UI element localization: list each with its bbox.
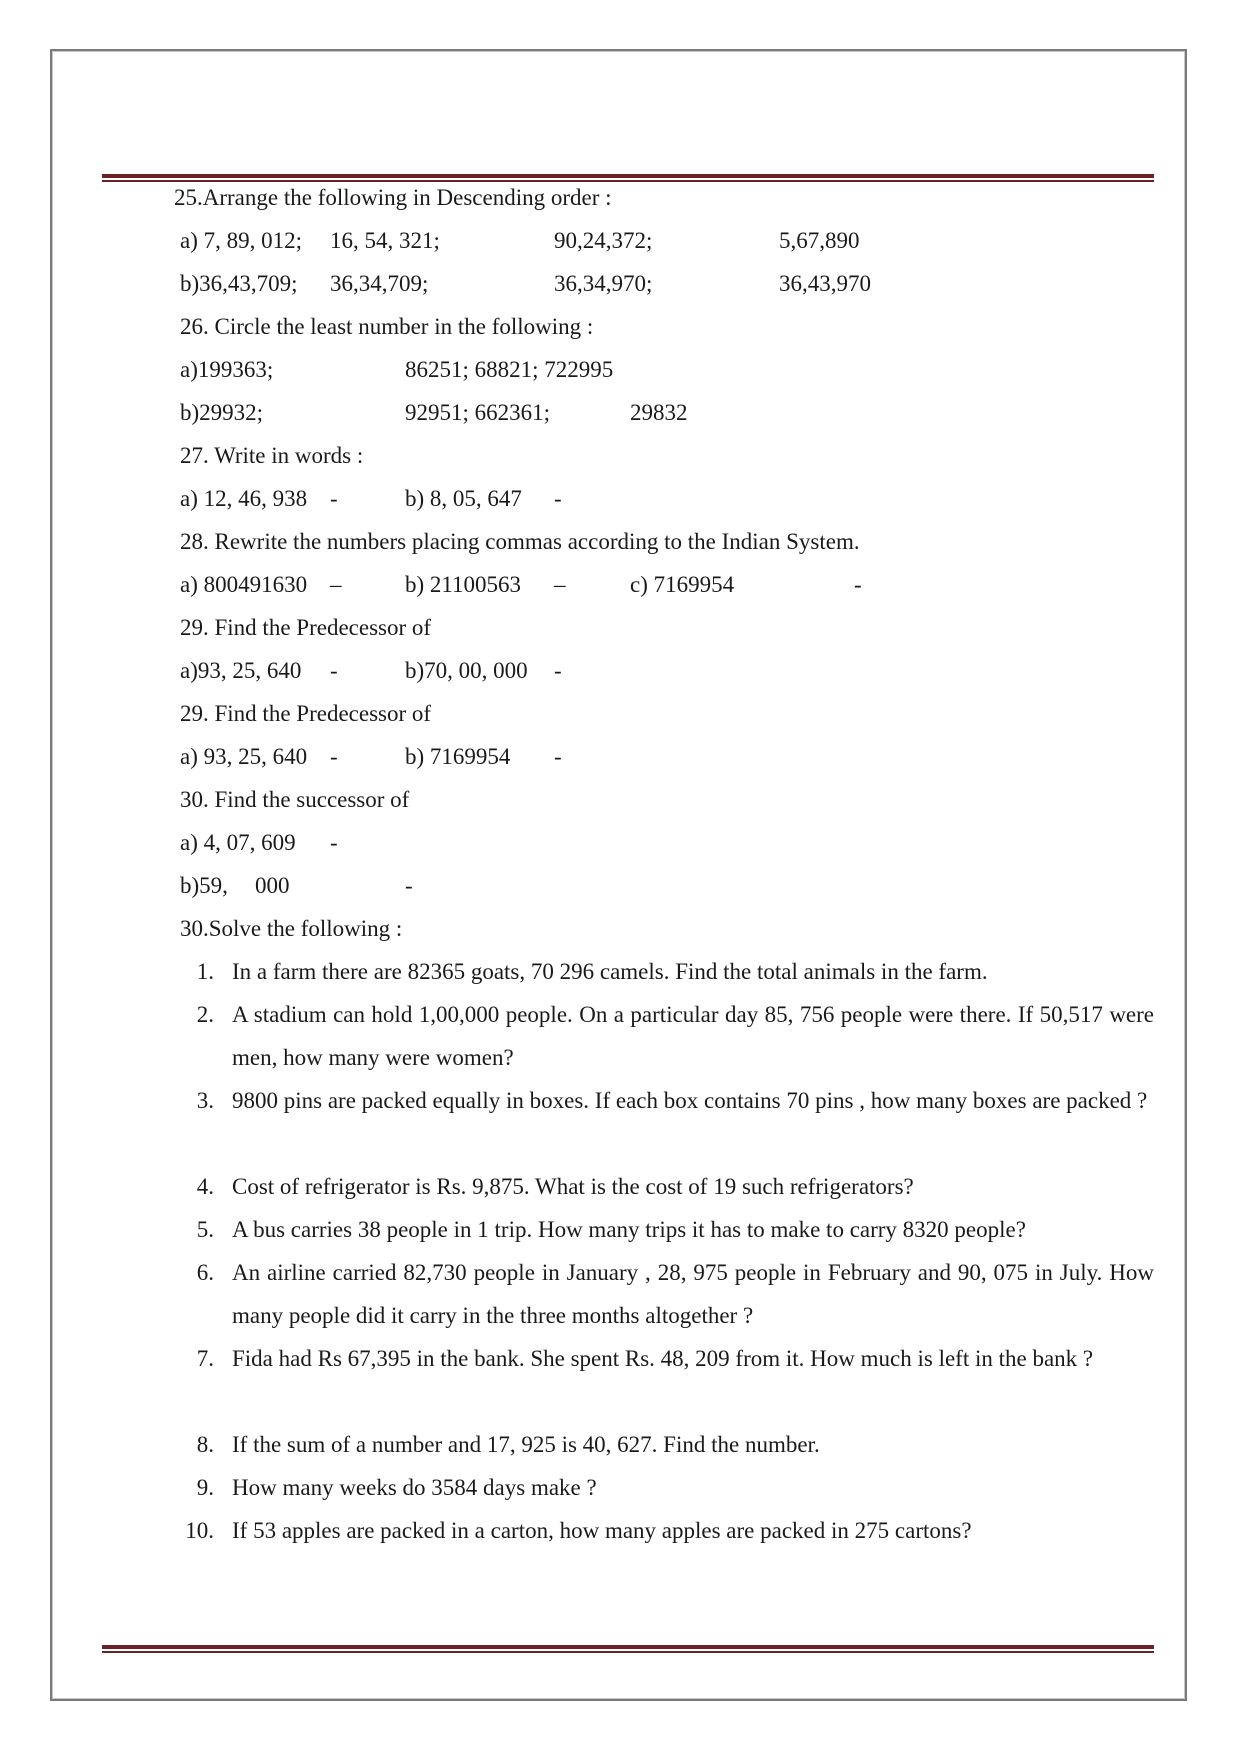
q29-b-dash: - [554,658,562,683]
q25-a-value-4: 5,67,890 [779,228,860,253]
q27-b-dash: - [554,486,562,511]
problem-number: 1. [196,959,214,984]
q30-a: a) 4, 07, 609 [180,830,296,855]
q28-b: b) 21100563 [405,572,522,597]
q26-b-values: 92951; 662361; [405,400,551,425]
q26-a-values: 86251; 68821; 722995 [405,357,614,382]
question-25-title: 25.Arrange the following in Descending order : [174,185,612,210]
problem-text: Cost of refrigerator is Rs. 9,875. What is the cost of 19 such refrigerators? [232,1174,914,1199]
problem-number: 7. [196,1346,214,1371]
q27-a-dash: - [330,486,338,511]
problem-text: 9800 pins are packed equally in boxes. If each box contains 70 pins , how many boxes are packed ? [232,1088,1148,1113]
q29b-b-dash: - [554,744,562,769]
problem-text: An airline carried 82,730 people in January , 28, 975 people in February and 90, 075 in July. How many people did it carry in the three months altogether ? [232,1260,1154,1328]
q28-c-dash: - [854,572,862,597]
q29-a-dash: - [330,658,338,683]
q29b-a: a) 93, 25, 640 [180,744,308,769]
question-30-solve-title: 30.Solve the following : [180,916,403,941]
q26-a-label: a)199363; [180,357,274,382]
q29b-a-dash: - [330,744,338,769]
q30-b: b)59, [180,873,228,898]
q27-a: a) 12, 46, 938 [180,486,308,511]
problem-text: A stadium can hold 1,00,000 people. On a particular day 85, 756 people were there. If 50,517 were men, how many were women? [232,1002,1154,1070]
q27-b: b) 8, 05, 647 [405,486,522,511]
problem-number: 10. [185,1518,214,1543]
q28-a-dash: – [330,572,342,597]
question-28-title: 28. Rewrite the numbers placing commas according to the Indian System. [180,529,860,554]
q29-b: b)70, 00, 000 [405,658,528,683]
footer-rule [102,1645,1154,1653]
problem-number: 9. [196,1475,214,1500]
q25-a-value-2: 16, 54, 321; [330,228,440,253]
problem-number: 5. [196,1217,214,1242]
problem-text: If 53 apples are packed in a carton, how many apples are packed in 275 cartons? [232,1518,972,1543]
q25-b-value-4: 36,43,970 [779,271,871,296]
question-26-title: 26. Circle the least number in the following : [180,314,594,339]
problem-text: In a farm there are 82365 goats, 70 296 camels. Find the total animals in the farm. [232,959,988,984]
q25-b-value-2: 36,34,709; [330,271,429,296]
q30-b-part: 000 [255,873,290,898]
q29-a: a)93, 25, 640 [180,658,302,683]
problem-number: 2. [196,1002,214,1027]
q28-b-dash: – [554,572,566,597]
question-29-title: 29. Find the Predecessor of [180,615,432,640]
q30-b-dash: - [405,873,413,898]
question-30-title: 30. Find the successor of [180,787,410,812]
q25-b-value-3: 36,34,970; [554,271,653,296]
problem-number: 4. [196,1174,214,1199]
problem-text: Fida had Rs 67,395 in the bank. She spent Rs. 48, 209 from it. How much is left in the bank ? [232,1346,1094,1371]
q30-a-dash: - [330,830,338,855]
q25-a-label: a) 7, 89, 012; [180,228,303,253]
header-rule [102,174,1154,182]
q26-b-value-last: 29832 [630,400,688,425]
problem-text: How many weeks do 3584 days make ? [232,1475,597,1500]
problem-number: 6. [196,1260,214,1285]
q28-c: c) 7169954 [630,572,735,597]
problem-text: If the sum of a number and 17, 925 is 40, 627. Find the number. [232,1432,820,1457]
q25-b-label: b)36,43,709; [180,271,298,296]
problem-number: 3. [196,1088,214,1113]
question-29-title-repeat: 29. Find the Predecessor of [180,701,432,726]
q25-a-value-3: 90,24,372; [554,228,653,253]
q28-a: a) 800491630 [180,572,308,597]
q29b-b: b) 7169954 [405,744,511,769]
q26-b-label: b)29932; [180,400,264,425]
problem-text: A bus carries 38 people in 1 trip. How many trips it has to make to carry 8320 people? [232,1217,1026,1242]
question-27-title: 27. Write in words : [180,443,364,468]
problem-number: 8. [196,1432,214,1457]
